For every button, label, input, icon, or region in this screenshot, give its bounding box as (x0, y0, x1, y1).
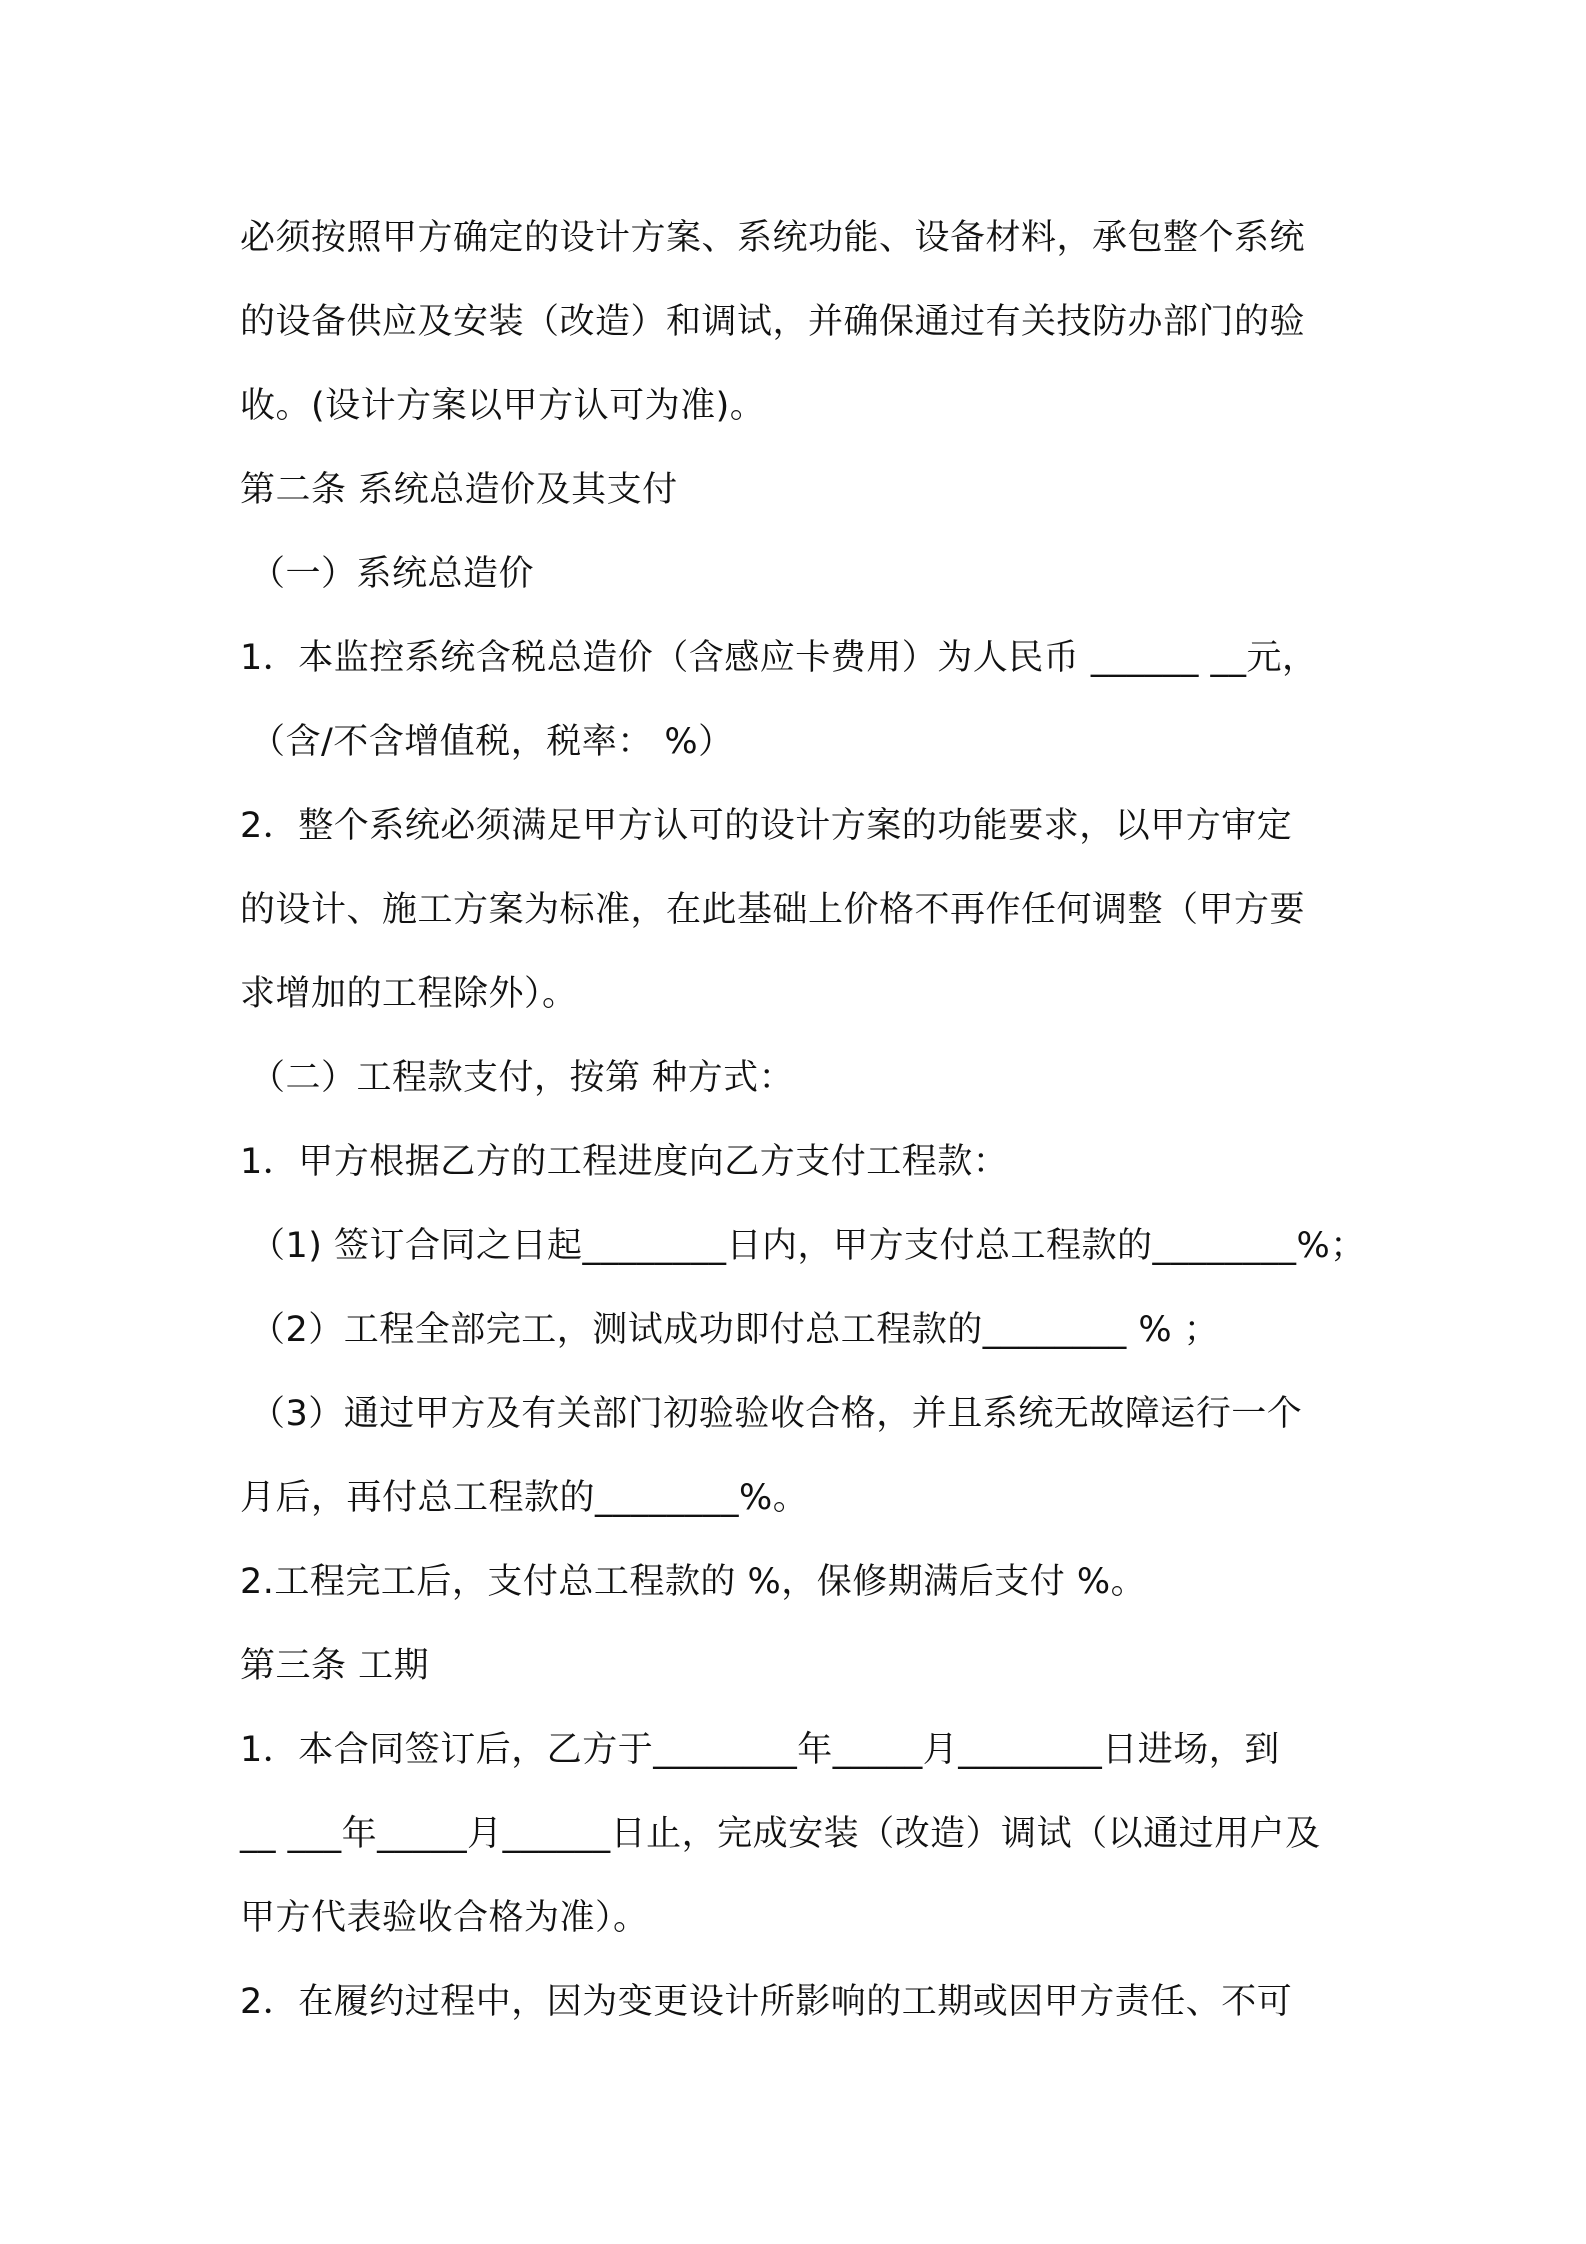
paragraph-line: 必须按照甲方确定的设计方案、系统功能、设备材料，承包整个系统 (240, 218, 1306, 258)
paragraph-line: 收。(设计方案以甲方认可为准)。 (240, 386, 766, 426)
paragraph-line: （1) 签订合同之日起________日内，甲方支付总工程款的________%； (250, 1226, 1366, 1266)
paragraph-line: 求增加的工程除外）。 (240, 974, 578, 1014)
section-heading-total-cost: （一）系统总造价 (250, 554, 535, 594)
paragraph-line: 2.工程完工后，支付总工程款的 %，保修期满后支付 %。 (240, 1562, 1147, 1602)
paragraph-line: （含/不含增值税，税率： %） (250, 722, 734, 762)
paragraph-line: （2）工程全部完工，测试成功即付总工程款的________ % ； (250, 1310, 1220, 1350)
article-heading-2: 第二条 系统总造价及其支付 (240, 470, 678, 510)
contract-text-body (240, 196, 1370, 2044)
paragraph-line: 甲方代表验收合格为准）。 (240, 1898, 649, 1938)
section-heading-payment: （二）工程款支付，按第 种方式： (250, 1058, 795, 1098)
paragraph-line: 的设计、施工方案为标准，在此基础上价格不再作任何调整（甲方要 (240, 890, 1306, 930)
paragraph-line: （3）通过甲方及有关部门初验验收合格，并且系统无故障运行一个 (250, 1394, 1303, 1434)
paragraph-line: 的设备供应及安装（改造）和调试，并确保通过有关技防办部门的验 (240, 302, 1306, 342)
paragraph-line: 2．在履约过程中，因为变更设计所影响的工期或因甲方责任、不可 (240, 1982, 1293, 2022)
paragraph-line: 2．整个系统必须满足甲方认可的设计方案的功能要求，以甲方审定 (240, 806, 1293, 846)
paragraph-line: 月后，再付总工程款的________%。 (240, 1478, 809, 1518)
article-heading-3: 第三条 工期 (240, 1646, 430, 1686)
paragraph-line: 1．本监控系统含税总造价（含感应卡费用）为人民币 ______ __元， (240, 638, 1318, 678)
paragraph-line: 1．本合同签订后，乙方于________年_____月________日进场，到 (240, 1730, 1280, 1770)
paragraph-line: __ ___年_____月______日止，完成安装（改造）调试（以通过用户及 (240, 1814, 1321, 1854)
paragraph-line: 1．甲方根据乙方的工程进度向乙方支付工程款： (240, 1142, 1009, 1182)
